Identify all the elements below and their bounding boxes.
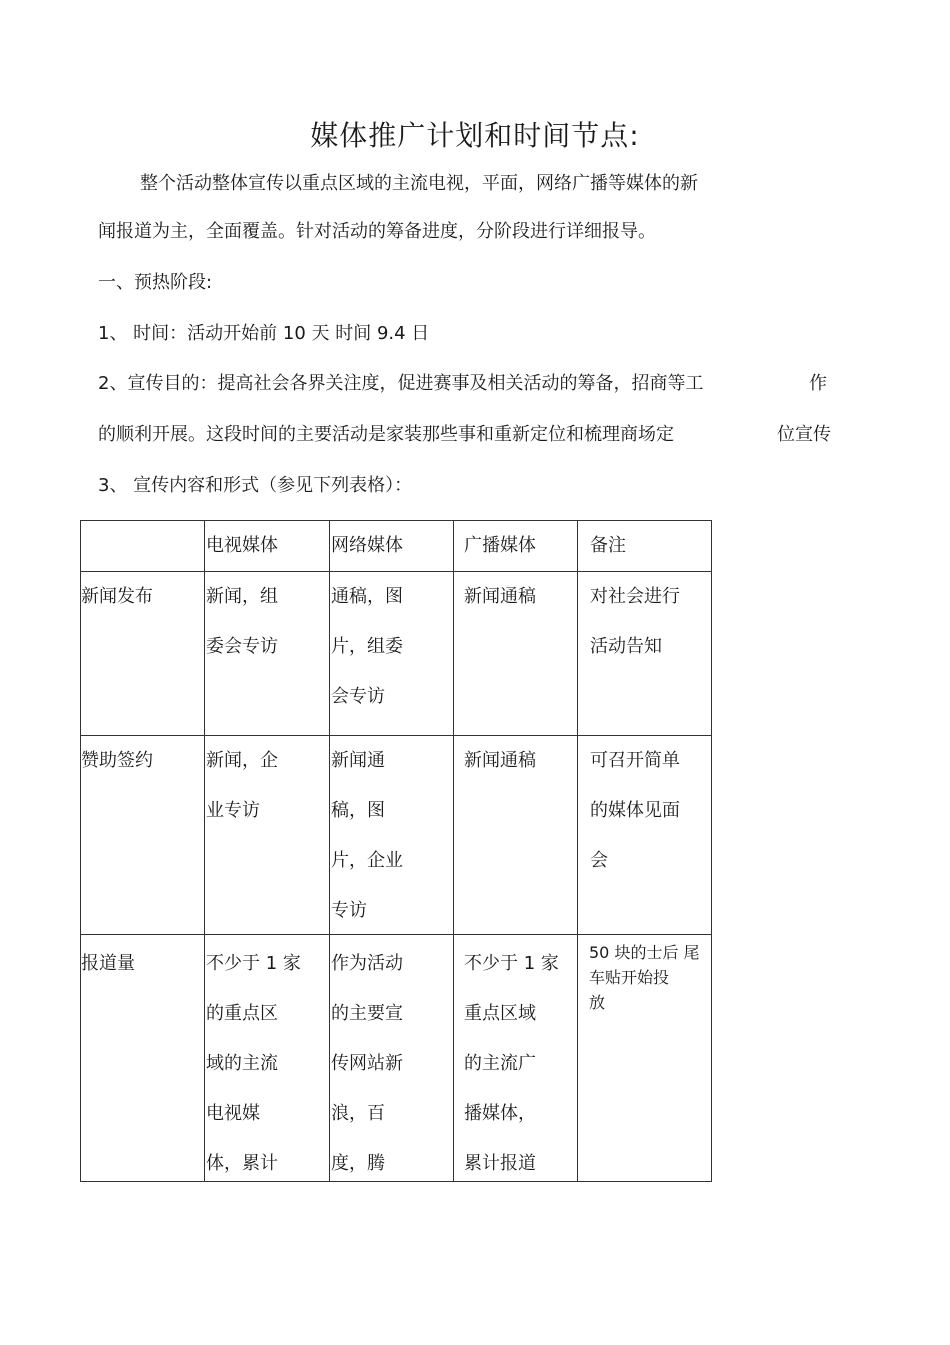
header-cell-web: 网络媒体	[330, 521, 454, 572]
web-cell: 新闻通 稿，图 片，企业 专访	[330, 736, 454, 935]
item-content-form: 3、 宣传内容和形式（参见下列表格）：	[98, 475, 413, 496]
radio-cell: 新闻通稿	[454, 572, 578, 736]
note-cell: 对社会进行 活动告知	[578, 572, 712, 736]
intro-line-1: 整个活动整体宣传以重点区域的主流电视，平面，网络广播等媒体的新	[140, 173, 698, 194]
item-purpose-continued-tail: 位宣传	[777, 424, 831, 445]
table-row	[81, 935, 712, 1182]
note-cell: 50 块的士后 尾 车贴开始投 放	[578, 935, 712, 1182]
note-cell: 可召开简单 的媒体见面 会	[578, 736, 712, 935]
row-label: 新闻发布	[81, 572, 205, 736]
web-cell: 通稿，图 片，组委 会专访	[330, 572, 454, 736]
header-cell-empty	[81, 521, 205, 572]
tv-cell: 不少于 1 家 的重点区 域的主流 电视媒 体，累计	[205, 935, 330, 1182]
tv-cell: 新闻，组 委会专访	[205, 572, 330, 736]
row-label: 赞助签约	[81, 736, 205, 935]
table-row	[81, 736, 712, 935]
intro-line-2: 闻报道为主，全面覆盖。针对活动的筹备进度，分阶段进行详细报导。	[98, 221, 656, 242]
section-heading: 一、预热阶段:	[98, 272, 213, 293]
item-purpose: 2、宣传目的：提高社会各界关注度，促进赛事及相关活动的筹备，招商等工	[98, 373, 704, 394]
item-time: 1、 时间：活动开始前 10 天 时间 9.4 日	[98, 323, 430, 344]
media-plan-table	[80, 520, 712, 1182]
radio-cell: 不少于 1 家 重点区域 的主流广 播媒体， 累计报道	[454, 935, 578, 1182]
table-header-row	[81, 521, 712, 572]
radio-cell: 新闻通稿	[454, 736, 578, 935]
header-cell-tv: 电视媒体	[205, 521, 330, 572]
web-cell: 作为活动 的主要宣 传网站新 浪，百 度，腾	[330, 935, 454, 1182]
table-row	[81, 572, 712, 736]
header-cell-radio: 广播媒体	[454, 521, 578, 572]
item-purpose-continued: 的顺利开展。这段时间的主要活动是家装那些事和重新定位和梳理商场定	[98, 424, 674, 445]
header-cell-note: 备注	[578, 521, 712, 572]
tv-cell: 新闻，企 业专访	[205, 736, 330, 935]
page-title: 媒体推广计划和时间节点:	[310, 119, 640, 152]
row-label: 报道量	[81, 935, 205, 1182]
item-purpose-tail: 作	[809, 373, 827, 394]
